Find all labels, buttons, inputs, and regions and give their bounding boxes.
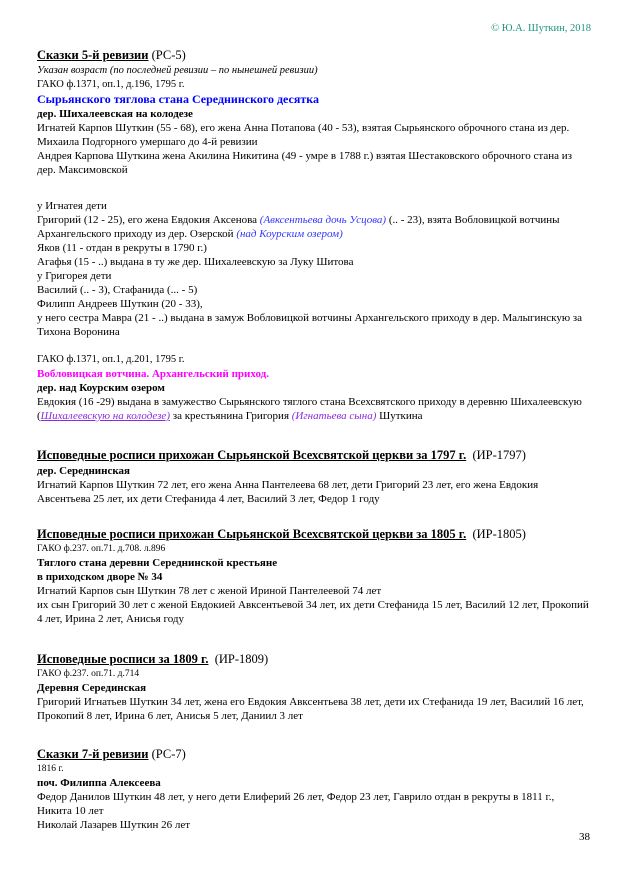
- person-record: [37, 283, 591, 297]
- children-heading-grigorey: [37, 269, 591, 283]
- section-title-ir1797: [37, 447, 591, 464]
- section-title-ir1809: [37, 651, 591, 668]
- text-run: Сырьянского тяглова стана Середнинского десятка: [37, 92, 319, 106]
- text-run: Тяглого стана деревни Середнинской крестьяне: [37, 557, 278, 569]
- text-run: поч. Филиппа Алексеева: [37, 777, 161, 789]
- text-run: (ИР-1805): [466, 527, 526, 541]
- text-run: в приходском дворе № 34: [37, 571, 163, 583]
- text-run: Указан возраст (по последней ревизии – по нынешней ревизии): [37, 65, 318, 76]
- text-run: Николай Лазарев Шуткин 26 лет: [37, 819, 191, 831]
- person-record: [37, 584, 591, 598]
- person-record: [37, 297, 591, 311]
- text-run: ГАКО ф.237. оп.71. д.714: [37, 669, 140, 679]
- text-run: Игнатей Карпов Шуткин (55 - 68), его жена Анна Потапова (40 - 53), взятая Сырьянского оброчного стана из дер. Михаила Подгорного умершаго до 4-й ревизии: [37, 122, 573, 148]
- text-run: (.. - 23), взята Вобловицкой вотчины Архангельского приходу из дер. Озерской: [37, 214, 563, 240]
- village-heading-serednínskaya: [37, 464, 591, 478]
- stan-subheading: [37, 556, 591, 570]
- person-record: [37, 311, 591, 339]
- person-record: [37, 213, 591, 241]
- text-run: дер. Шихалеевская на колодезе: [37, 108, 193, 120]
- person-record: [37, 598, 591, 626]
- text-run: Исповедные росписи прихожан Сырьянской Всехсвятской церкви за 1805 г.: [37, 527, 467, 541]
- text-run: (РС-7): [148, 747, 186, 761]
- section-title-rs5: [37, 47, 591, 64]
- text-run: (ИР-1809): [208, 652, 269, 666]
- text-run: 1816 г.: [37, 764, 64, 774]
- person-record: [37, 818, 591, 832]
- copyright: [37, 22, 591, 35]
- person-record: [37, 149, 591, 177]
- text-run: у Григорея дети: [37, 270, 112, 282]
- votchina-heading: [37, 367, 591, 381]
- text-run: у Игнатея дети: [37, 200, 107, 212]
- text-run: Филипп Андреев Шуткин (20 - 33),: [37, 298, 203, 310]
- person-record: [37, 695, 591, 723]
- text-run: Исповедные росписи за 1809 г.: [37, 652, 209, 666]
- archive-ref-237-714: [37, 668, 591, 681]
- text-run: дер. Середнинская: [37, 465, 130, 477]
- stan-heading: [37, 92, 591, 107]
- text-run: Сказки 7-й ревизии: [37, 747, 149, 761]
- text-run: (Авксентьева дочь Усцова): [259, 214, 387, 226]
- text-run: Агафья (15 - ..) выдана в ту же дер. Шихалеевскую за Луку Шитова: [37, 256, 354, 268]
- revision-age-note: [37, 64, 591, 78]
- text-run: Шуткина: [376, 410, 423, 422]
- person-record: [37, 478, 591, 506]
- household-heading: [37, 570, 591, 584]
- children-heading-ignatey: [37, 199, 591, 213]
- person-record: [37, 255, 591, 269]
- text-run: Исповедные росписи прихожан Сырьянской Всехсвятской церкви за 1797 г.: [37, 448, 467, 462]
- pochinок-heading: [37, 776, 591, 790]
- text-run: © Ю.А. Шуткин, 2018: [491, 23, 591, 34]
- archive-ref-1371-196: [37, 78, 591, 92]
- text-run: дер. над Коурским озером: [37, 382, 165, 394]
- text-run: (РС-5): [148, 48, 186, 62]
- text-run: Григорий (12 - 25), его жена Евдокия Аксенова: [37, 214, 260, 226]
- text-run: у него сестра Мавра (21 - ..) выдана в замуж Вобловицкой вотчины Архангельского приходу в дер. Малыгинскую за Тихона Воронина: [37, 312, 585, 338]
- document-body: [37, 22, 591, 832]
- text-run: их сын Григорий 30 лет с женой Евдокией Авксентьевой 34 лет, их дети Стефанида 15 лет, Василий 12 лет, Прокопий 4 лет, Ирина 2 лет, Анисья году: [37, 599, 592, 625]
- text-run: Сказки 5-й ревизии: [37, 48, 149, 62]
- section-title-rs7: [37, 746, 591, 763]
- archive-ref-237-708: [37, 543, 591, 556]
- village-heading-kourskoe: [37, 381, 591, 395]
- person-record: [37, 790, 591, 818]
- person-record: [37, 395, 591, 423]
- text-run: ГАКО ф.1371, оп.1, д.196, 1795 г.: [37, 79, 185, 90]
- text-run: Игнатий Карпов Шуткин 72 лет, его жена Анна Пантелеева 68 лет, дети Григорий 23 лет, его жена Евдокия Авсентьева 25 лет, их дети Стефанида 4 лет, Василий 3 лет, Федор 1 году: [37, 479, 541, 505]
- archive-ref-1371-201: [37, 353, 591, 367]
- text-run: ГАКО ф.237. оп.71. д.708. л.896: [37, 544, 166, 554]
- text-run: Шихалеевскую на колодезе): [40, 410, 170, 422]
- text-run: Деревня Серединская: [37, 682, 147, 694]
- year-note: [37, 763, 591, 776]
- page-number: 38: [579, 831, 590, 843]
- section-title-ir1805: [37, 526, 591, 543]
- person-record: [37, 241, 591, 255]
- text-run: за крестьянина Григория: [169, 410, 292, 422]
- text-run: Василий (.. - 3), Стафанида (... - 5): [37, 284, 198, 296]
- text-run: (ИР-1797): [466, 448, 526, 462]
- village-heading-seredinskaya: [37, 681, 591, 695]
- text-run: Григорий Игнатьев Шуткин 34 лет, жена его Евдокия Авксентьева 38 лет, дети их Стефанида 19 лет, Василий 16 лет, Прокопий 8 лет, Ирина 6 лет, Анисья 5 лет, Даниил 3 лет: [37, 696, 587, 722]
- text-run: Яков (11 - отдан в рекруты в 1790 г.): [37, 242, 207, 254]
- text-run: Федор Данилов Шуткин 48 лет, у него дети Елиферий 26 лет, Федор 23 лет, Гаврило отдан в рекруты в 1811 г., Никита 10 лет: [37, 791, 557, 817]
- text-run: (Игнатьева сына): [291, 410, 377, 422]
- person-record: [37, 121, 591, 149]
- text-run: Евдокия (16 -29) выдана в замужество Сырьянского тяглого стана Всехсвятского приходу в деревню Шихалеевскую (: [37, 396, 585, 422]
- text-run: Вобловицкая вотчина. Архангельский приход.: [37, 368, 269, 380]
- text-run: ГАКО ф.1371, оп.1, д.201, 1795 г.: [37, 354, 185, 365]
- text-run: (над Коурским озером): [236, 228, 343, 240]
- text-run: Игнатий Карпов сын Шуткин 78 лет с женой Ириной Пантелеевой 74 лет: [37, 585, 382, 597]
- village-heading-shihaleevskaya: [37, 107, 591, 121]
- text-run: Андрея Карпова Шуткина жена Акилина Никитина (49 - умре в 1788 г.) взятая Шестаковского оброчного стана из дер. Максимовской: [37, 150, 575, 176]
